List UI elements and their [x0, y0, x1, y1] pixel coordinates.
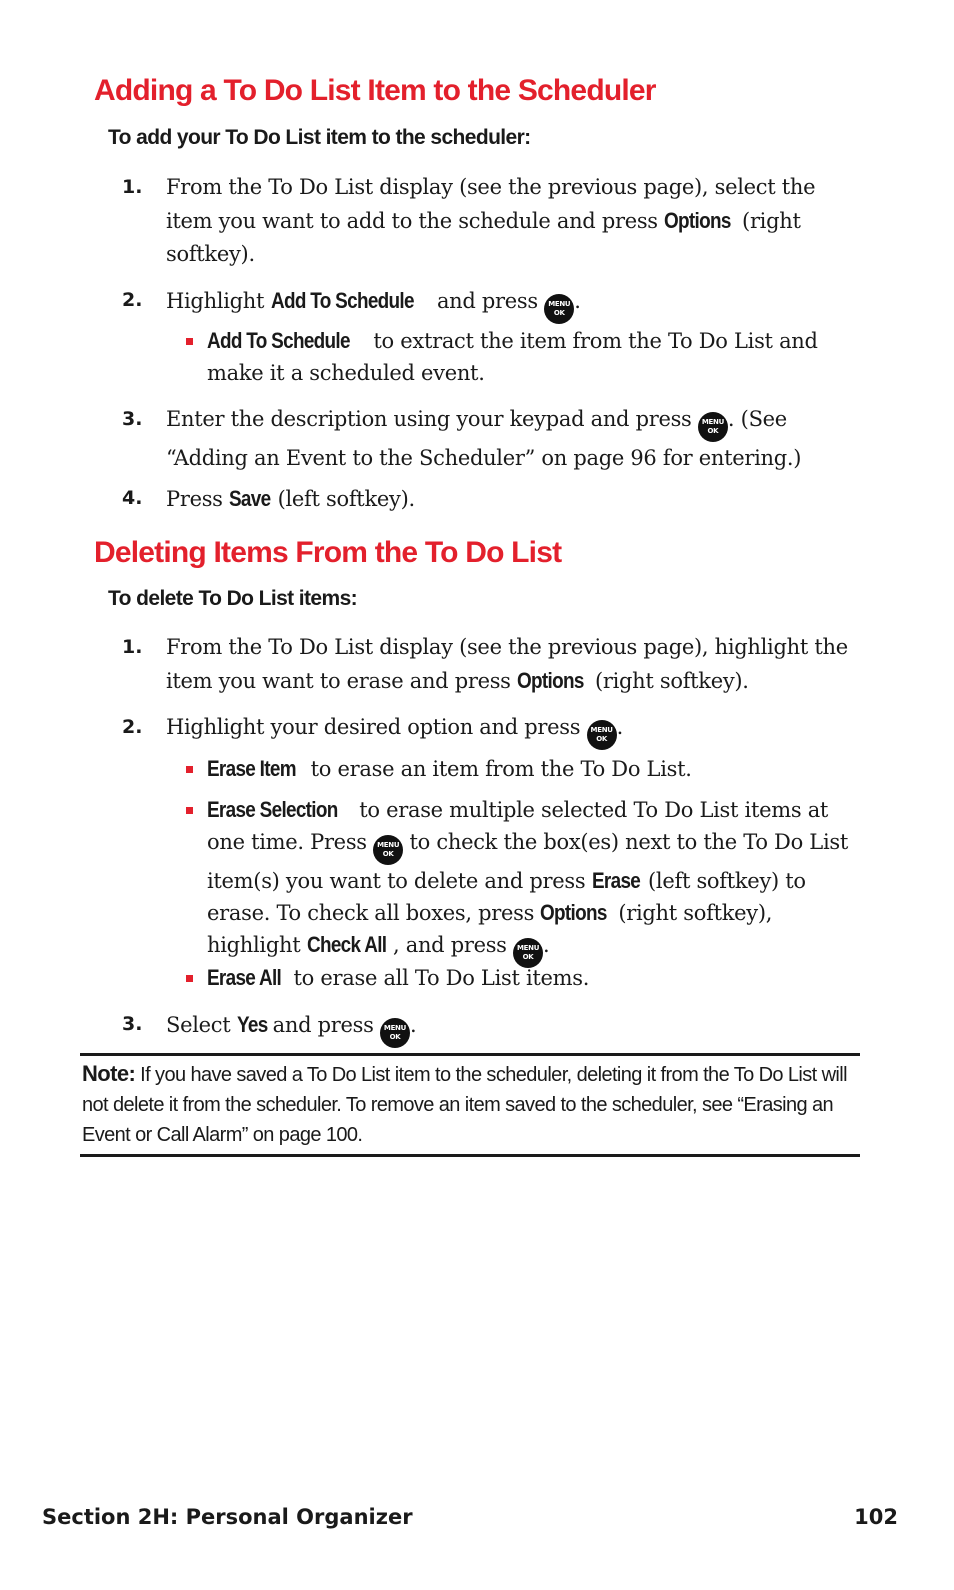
section-title-adding: Adding a To Do List Item to the Scheduler — [94, 74, 656, 107]
key-label: Erase — [591, 868, 640, 893]
step-number: 4. — [122, 487, 143, 509]
bullet-marker — [186, 766, 193, 773]
bullet-marker — [186, 975, 193, 982]
bullet-marker — [186, 338, 193, 345]
step-1-text: From the To Do List display (see the previous page), select the item you want to add to the schedule and press Options (right softkey). — [166, 175, 816, 266]
bullet-marker — [186, 807, 193, 814]
step-2-text: Highlight Add To Schedule and press MENU OK . — [166, 284, 856, 324]
step-3-text: Enter the description using your keypad and press MENU OK . (See “Adding an Event to the Scheduler” on page 96 for entering.) — [166, 407, 802, 470]
step-number: 2. — [122, 716, 143, 738]
step-number: 1. — [122, 636, 143, 658]
bullet-add-to-schedule: Add To Schedule to extract the item from the To Do List and make it a scheduled event. — [207, 325, 862, 389]
note-label: Note: — [82, 1061, 136, 1086]
footer-section: Section 2H: Personal Organizer — [42, 1505, 413, 1529]
note-bottom-rule — [80, 1154, 860, 1157]
key-label: Yes — [236, 1012, 268, 1037]
step-number: 2. — [122, 289, 143, 311]
key-label: Options — [664, 208, 731, 233]
delete-step-1-text: From the To Do List display (see the previous page), highlight the item you want to erase and press Options (right softkey). — [166, 631, 856, 698]
step-number: 3. — [122, 1013, 143, 1035]
menu-ok-button-icon: MENU OK — [513, 938, 543, 968]
step-number: 1. — [122, 176, 143, 198]
menu-ok-button-icon: MENU OK — [587, 720, 617, 750]
section-subtitle-adding: To add your To Do List item to the scheduler: — [108, 126, 531, 149]
key-label: Options — [517, 668, 584, 693]
key-label: Add To Schedule — [270, 288, 414, 313]
menu-ok-button-icon: MENU OK — [373, 835, 403, 865]
footer-page-number: 102 — [854, 1505, 898, 1529]
key-label: Options — [540, 900, 608, 925]
section-subtitle-deleting: To delete To Do List items: — [108, 587, 358, 610]
menu-ok-button-icon: MENU OK — [698, 412, 728, 442]
delete-step-3-text: Select Yes and press MENU OK . — [166, 1008, 856, 1048]
step-number: 3. — [122, 408, 143, 430]
key-label: Erase Item — [207, 756, 296, 781]
menu-ok-button-icon: MENU OK — [544, 294, 574, 324]
delete-step-2-text: Highlight your desired option and press MENU OK . — [166, 711, 856, 750]
bullet-erase-item: Erase Item to erase an item from the To Do List. — [207, 753, 862, 785]
key-label: Add To Schedule — [207, 328, 350, 353]
key-label: Check All — [306, 932, 387, 957]
note-text: Note: If you have saved a To Do List item to the scheduler, deleting it from the To Do List will not delete it from the scheduler. To remove an item saved to the scheduler, see “Erasing an Event or Call Alarm” on page 100. — [82, 1061, 847, 1146]
key-label: Save — [229, 486, 271, 511]
note-top-rule — [80, 1053, 860, 1056]
key-label: Erase All — [207, 965, 282, 990]
menu-ok-button-icon: MENU OK — [380, 1018, 410, 1048]
key-label: Erase Selection — [207, 797, 338, 822]
section-title-deleting: Deleting Items From the To Do List — [94, 536, 562, 569]
bullet-erase-all: Erase All to erase all To Do List items. — [207, 962, 862, 994]
bullet-erase-selection: Erase Selection to erase multiple selected To Do List items at one time. Press MENU OK to check the box(es) next to the To Do List item(s) you want to delete and press Erase (left softkey) to erase. To check all boxes, press Options (right softkey), highlight Check All , and press MENU OK . — [207, 794, 862, 968]
step-4-text: Press Save (left softkey). — [166, 482, 856, 516]
